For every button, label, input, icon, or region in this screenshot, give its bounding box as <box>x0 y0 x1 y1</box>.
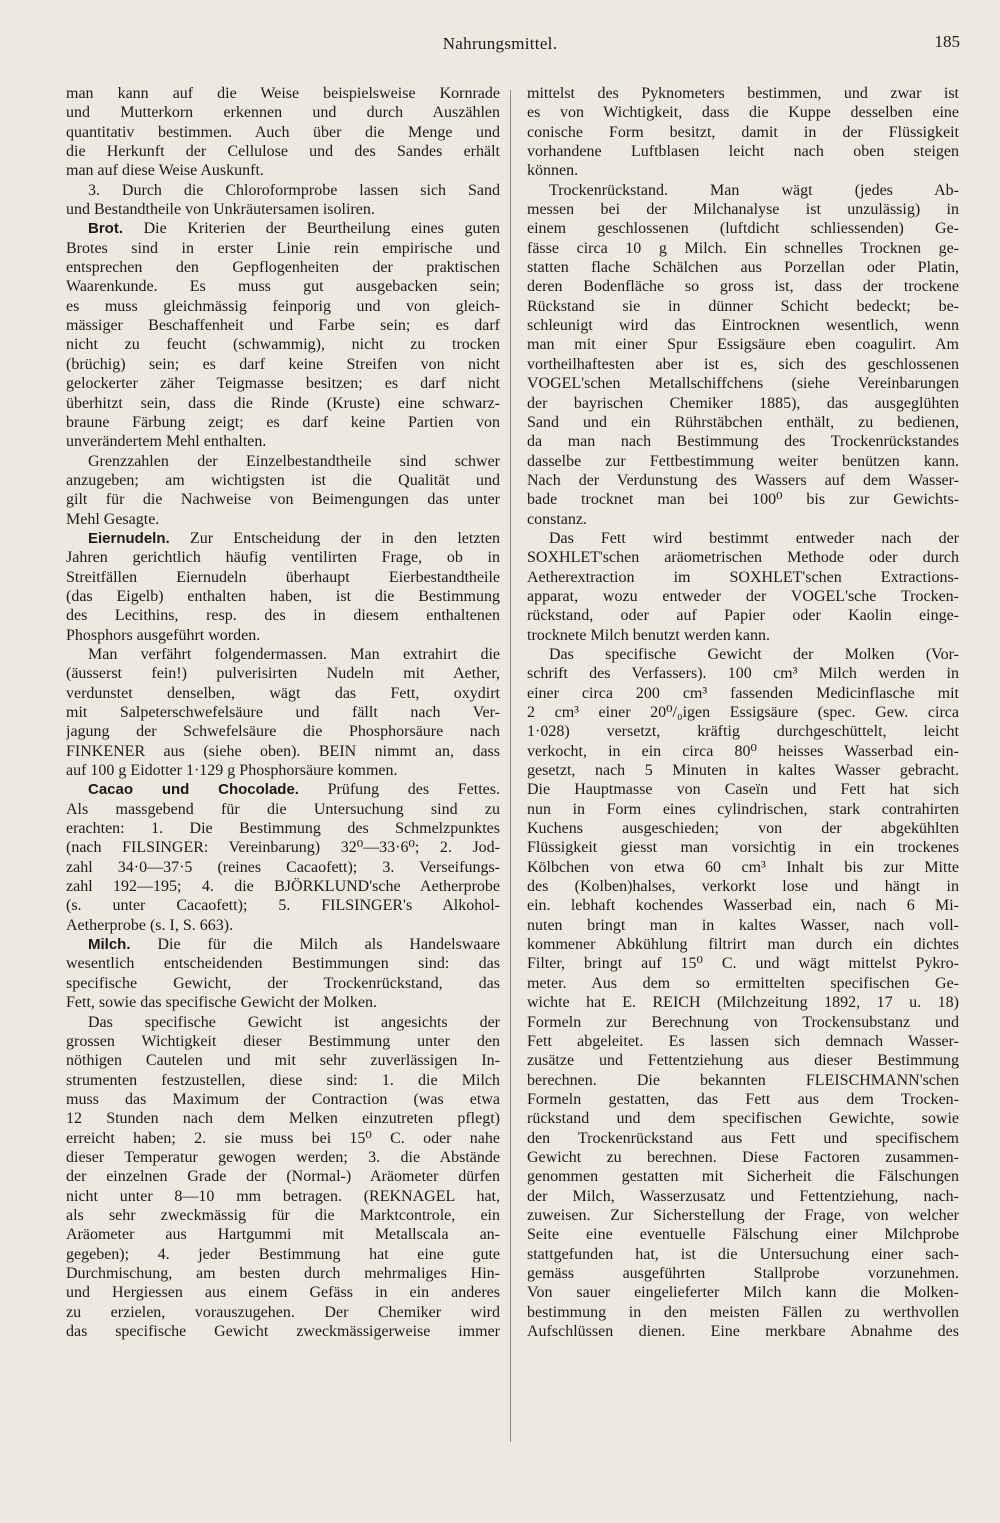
line-text: gelockerter zäher Teigmasse besitzen; es darf nicht <box>66 375 500 393</box>
text-line <box>66 490 500 509</box>
text-line <box>66 858 500 877</box>
line-text: Kuchens ausgeschieden; von der abgekühlten <box>527 820 959 838</box>
text-line <box>66 877 500 896</box>
line-text: schrift des Verfassers). 100 cm³ Milch werden in <box>527 665 959 683</box>
line-text: Phosphors ausgeführt worden. <box>66 626 261 644</box>
text-line <box>527 838 959 857</box>
text-line <box>527 722 959 741</box>
line-text: den Trockenrückstand aus Fett und specifischem <box>527 1129 959 1147</box>
line-text: es von Wichtigkeit, dass die Kuppe desselben eine <box>527 104 959 122</box>
line-text: specifische Gewicht, der Trockenrückstand, das <box>66 974 500 992</box>
text-line <box>66 1013 500 1032</box>
line-text: 3. Durch die Chloroformprobe lassen sich Sand <box>88 181 500 199</box>
column-divider <box>510 90 511 1442</box>
text-line <box>66 761 500 780</box>
line-text: 2 cm³ einer 20⁰/₀igen Essigsäure (spec. Gew. circa <box>527 704 959 721</box>
text-line <box>66 819 500 838</box>
line-text: es muss gleichmässig feinporig und von gleich- <box>66 297 500 315</box>
line-text: der Milch, Wasserzusatz und Fettentziehung, nach- <box>527 1187 959 1205</box>
line-text: muss das Maximum der Contraction (was etwa <box>66 1090 500 1108</box>
text-line <box>66 84 500 103</box>
line-text: fässe circa 10 g Milch. Ein schnelles Trocknen ge- <box>527 239 959 257</box>
line-text: Aufschlüssen dienen. Eine merkbare Abnahme des <box>527 1323 959 1340</box>
line-text: der bayrischen Chemiker 1885), das ausgeglühten <box>527 394 959 412</box>
text-line <box>527 626 959 645</box>
line-text: ein. lebhaft kochendes Wasserbad ein, nach 6 Mi- <box>527 897 959 915</box>
text-line <box>66 1090 500 1109</box>
line-text: dieser Temperatur gewogen werden; 3. die Abstände <box>66 1148 500 1166</box>
line-text: (brüchig) sein; es darf keine Streifen von nicht <box>66 355 500 373</box>
text-line <box>66 664 500 683</box>
line-text: meter. Aus dem so ermittelten specifischen Ge- <box>527 974 959 992</box>
line-text: Formeln gestatten, das Fett aus dem Trocken- <box>527 1090 959 1108</box>
line-text: Die Kriterien der Beurtheilung eines guten <box>143 220 500 238</box>
line-text: man kann auf die Weise beispielsweise Kornrade <box>66 85 500 102</box>
text-line <box>66 1303 500 1322</box>
line-text: trocknete Milch benutzt werden kann. <box>527 626 771 644</box>
text-line <box>527 954 959 973</box>
line-text: erreicht haben; 2. sie muss bei 15⁰ C. oder nahe <box>66 1129 500 1147</box>
text-line <box>527 335 959 354</box>
line-text: vortheilhaftesten aber ist es, sich des geschlossenen <box>527 355 959 373</box>
running-head: Nahrungsmittel. <box>442 34 558 53</box>
text-line <box>527 394 959 413</box>
text-line <box>527 664 959 683</box>
line-text: rückstand und dem specifischen Gewichte, sowie <box>527 1110 959 1128</box>
text-line <box>66 1129 500 1148</box>
text-line <box>66 1167 500 1186</box>
text-line <box>527 84 959 103</box>
line-text: gegeben); 4. jeder Bestimmung hat eine gute <box>66 1245 500 1263</box>
right-text-column <box>527 84 959 1341</box>
line-text: Das specifische Gewicht der Molken (Vor- <box>549 645 959 663</box>
line-text: wesentlich entscheidenden Bestimmungen sind: das <box>66 955 500 973</box>
text-line <box>527 858 959 877</box>
text-line <box>527 1148 959 1167</box>
line-text: conische Form besitzt, damit in der Flüssigkeit <box>527 123 959 141</box>
text-line <box>527 1109 959 1128</box>
line-text: vorhandene Luftblasen leicht nach oben steigen <box>527 143 959 161</box>
line-text: auf 100 g Eidotter 1·129 g Phosphorsäure kommen. <box>66 762 398 780</box>
text-line <box>527 297 959 316</box>
text-line <box>527 510 959 529</box>
text-line <box>527 452 959 471</box>
line-text: berechnen. Die bekannten FLEISCHMANN'schen <box>527 1071 959 1089</box>
line-text: Rückstand sie in dünner Schicht bedeckt; be- <box>527 297 959 315</box>
line-text: zusätze und Fettentziehung aus dieser Bestimmung <box>527 1052 959 1070</box>
text-line <box>66 1109 500 1128</box>
text-line <box>527 568 959 587</box>
text-line <box>527 1264 959 1283</box>
line-text: verdunstet denselben, wägt das Fett, oxydirt <box>66 684 500 702</box>
text-line <box>66 103 500 122</box>
text-line <box>527 413 959 432</box>
line-text: braune Färbung zeigt; es darf keine Partien von <box>66 413 500 431</box>
line-text: Die für die Milch als Handelswaare <box>157 936 500 954</box>
line-text: Das Fett wird bestimmt entweder nach der <box>549 529 959 547</box>
text-line <box>527 819 959 838</box>
text-line <box>527 742 959 761</box>
text-line <box>66 684 500 703</box>
text-line <box>66 161 500 180</box>
text-line <box>527 1032 959 1051</box>
text-line <box>527 1225 959 1244</box>
text-line <box>66 335 500 354</box>
text-line <box>527 200 959 219</box>
line-text: Grenzzahlen der Einzelbestandtheile sind schwer <box>88 452 500 470</box>
text-line <box>66 606 500 625</box>
line-text: überhitzt sein, dass die Rinde (Kruste) eine schwarz- <box>66 394 500 412</box>
line-text: Zur Entscheidung der in den letzten <box>189 529 500 547</box>
line-text: Mehl Gesagte. <box>66 510 160 528</box>
page-number: 185 <box>934 32 960 51</box>
text-line <box>66 1051 500 1070</box>
line-text: Waarenkunde. Es muss gut ausgebacken sein; <box>66 278 500 296</box>
line-text: Nach der Verdunstung des Wassers auf dem Wasser- <box>527 471 959 489</box>
line-text: mittelst des Pyknometers bestimmen, und zwar ist <box>527 85 959 102</box>
text-line <box>66 394 500 413</box>
text-line <box>66 587 500 606</box>
line-text: Als massgebend für die Untersuchung sind zu <box>66 800 500 818</box>
text-line <box>66 742 500 761</box>
line-text: des Lecithins, resp. des in diesem enthaltenen <box>66 607 500 625</box>
text-line <box>527 1206 959 1225</box>
line-text: da man nach Bestimmung des Trockenrückstandes <box>527 433 959 451</box>
text-line <box>66 200 500 219</box>
line-text: dasselbe zur Fettbestimmung weiter benützen kann. <box>527 452 959 470</box>
text-line <box>66 123 500 142</box>
line-text: zahl 34·0—37·5 (reines Cacaofett); 3. Verseifungs- <box>66 858 500 876</box>
text-line <box>66 954 500 973</box>
line-text: zu erzielen, vorauszugehen. Der Chemiker wird <box>66 1303 500 1321</box>
text-line <box>527 316 959 335</box>
text-line <box>527 1283 959 1302</box>
text-line <box>66 548 500 567</box>
line-text: Gewicht zu berechnen. Diese Factoren zusammen- <box>527 1148 959 1166</box>
line-text: messen bei der Milchanalyse ist unzulässig) in <box>527 201 959 219</box>
line-text: strumenten festzustellen, diese sind: 1. die Milch <box>66 1071 500 1089</box>
text-line <box>66 239 500 258</box>
line-text: nicht zu feucht (schwammig), nicht zu trocken <box>66 336 500 354</box>
line-text: jagung der Schwefelsäure die Phosphorsäure nach <box>66 723 500 741</box>
text-line <box>66 974 500 993</box>
text-line <box>66 432 500 451</box>
line-text: Man verfährt folgendermassen. Man extrahirt die <box>88 645 500 663</box>
line-text: Jahren gerichtlich häufig ventilirten Frage, ob in <box>66 549 500 567</box>
text-line <box>527 606 959 625</box>
text-line <box>527 1245 959 1264</box>
text-line <box>527 703 959 722</box>
line-text: Von sauer eingelieferter Milch kann die Molken- <box>527 1284 959 1302</box>
line-text: quantitativ bestimmen. Auch über die Menge und <box>66 123 500 141</box>
line-text: rückstand, oder auf Papier oder Kaolin einge- <box>527 607 959 625</box>
text-line <box>527 123 959 142</box>
line-text: (äusserst fein!) pulverisirten Nudeln mit Aether, <box>66 665 500 683</box>
text-line <box>66 1225 500 1244</box>
text-line <box>527 529 959 548</box>
line-text: nuten bringt man in kaltes Wasser, nach voll- <box>527 916 959 934</box>
text-line <box>66 935 500 954</box>
line-text: gilt für die Nachweise von Beimengungen das unter <box>66 491 500 509</box>
text-line <box>527 916 959 935</box>
section-heading: Milch. <box>88 936 131 954</box>
line-text: mässiger Beschaffenheit und Farbe sein; es darf <box>66 317 500 335</box>
line-text: apparat, wozu entweder der VOGEL'sche Trocken- <box>527 587 959 605</box>
text-line <box>66 1245 500 1264</box>
line-text: Flüssigkeit giesst man vorsichtig in ein trockenes <box>527 839 959 857</box>
line-text: Aetherprobe (s. I, S. 663). <box>66 916 234 934</box>
line-text: kommener Abkühlung filtrirt man durch ein dichtes <box>527 936 959 954</box>
line-text: wichte hat E. REICH (Milchzeitung 1892, 17 u. 18) <box>527 994 959 1012</box>
text-line <box>527 277 959 296</box>
text-line <box>66 645 500 664</box>
section-heading: Cacao und Chocolade. <box>88 781 299 799</box>
line-text: (das Eigelb) enthalten haben, ist die Bestimmung <box>66 587 500 605</box>
line-text: Sand und ein Rührstäbchen enthält, zu bedienen, <box>527 413 959 431</box>
line-text: anzugeben; am wichtigsten ist die Qualität und <box>66 471 500 489</box>
line-text: des (Kolben)halses, verkorkt lose und hängt in <box>527 878 959 896</box>
text-line <box>527 1071 959 1090</box>
text-line <box>66 1071 500 1090</box>
line-text: 1·028) versetzt, kräftig durchgeschüttelt, leicht <box>527 723 959 741</box>
text-line <box>527 761 959 780</box>
text-line <box>527 219 959 238</box>
text-line <box>66 471 500 490</box>
text-line <box>66 452 500 471</box>
text-line <box>66 916 500 935</box>
text-line <box>66 1264 500 1283</box>
line-text: Durchmischung, am besten durch mehrmaliges Hin- <box>66 1264 500 1282</box>
text-line <box>527 432 959 451</box>
text-line <box>66 219 500 238</box>
text-line <box>527 490 959 509</box>
text-line <box>66 1206 500 1225</box>
text-line <box>527 645 959 664</box>
line-text: Seite eine eventuelle Fälschung einer Milchprobe <box>527 1226 959 1244</box>
line-text: Kölbchen von etwa 60 cm³ Inhalt bis zur Mitte <box>527 858 959 876</box>
text-line <box>66 1187 500 1206</box>
text-line <box>527 780 959 799</box>
text-line <box>527 1013 959 1032</box>
text-line <box>66 1322 500 1341</box>
text-line <box>66 510 500 529</box>
line-text: und Mutterkorn erkennen und durch Auszählen <box>66 104 500 122</box>
line-text: stattgefunden hat, ist die Untersuchung einer sach- <box>527 1245 959 1263</box>
text-line <box>527 258 959 277</box>
line-text: Formeln zur Berechnung von Trockensubstanz und <box>527 1013 959 1031</box>
line-text: statten flache Schälchen aus Porzellan oder Platin, <box>527 259 959 277</box>
text-line <box>66 297 500 316</box>
text-line <box>66 838 500 857</box>
line-text: deren Bodenfläche so gross ist, dass der trockene <box>527 278 959 296</box>
line-text: können. <box>527 162 579 180</box>
line-text: und Hergiessen aus einem Gefäss in ein anderes <box>66 1284 500 1302</box>
text-line <box>527 684 959 703</box>
line-text: bestimmung in den meisten Fällen zu werthvollen <box>527 1303 959 1321</box>
line-text: entsprechen den Gepflogenheiten der praktischen <box>66 259 500 277</box>
text-line <box>527 374 959 393</box>
text-line <box>527 1051 959 1070</box>
line-text: die Herkunft der Cellulose und des Sandes erhält <box>66 143 500 161</box>
text-line <box>527 161 959 180</box>
text-line <box>66 355 500 374</box>
text-line <box>66 1283 500 1302</box>
line-text: verkocht, in ein circa 80⁰ heisses Wasserbad ein- <box>527 742 959 760</box>
line-text: nicht unter 8—10 mm betragen. (REKNAGEL hat, <box>66 1187 500 1205</box>
line-text: constanz. <box>527 510 587 528</box>
text-line <box>66 142 500 161</box>
text-line <box>66 703 500 722</box>
line-text: schleunigt wird das Eintrocknen wesentlich, wenn <box>527 317 959 335</box>
line-text: Brotes sind in erster Linie rein empirische und <box>66 239 500 257</box>
line-text: einer circa 200 cm³ fassenden Medicinflasche mit <box>527 684 959 702</box>
text-line <box>527 935 959 954</box>
line-text: nöthigen Cautelen und mit sehr zuverlässigen In- <box>66 1052 500 1070</box>
line-text: 12 Stunden nach dem Melken einzutreten pflegt) <box>66 1110 500 1128</box>
line-text: Aetherextraction im SOXHLET'schen Extractions- <box>527 568 959 586</box>
line-text: Prüfung des Fettes. <box>327 781 500 799</box>
line-text: man auf diese Weise Auskunft. <box>66 162 264 180</box>
line-text: erachten: 1. Die Bestimmung des Schmelzpunktes <box>66 820 500 838</box>
line-text: Fett abgeleitet. Es lassen sich demnach Wasser- <box>527 1032 959 1050</box>
line-text: zuweisen. Zur Sicherstellung der Frage, von welcher <box>527 1206 959 1224</box>
text-line <box>66 529 500 548</box>
line-text: Fett, sowie das specifische Gewicht der Molken. <box>66 994 378 1012</box>
text-line <box>527 1303 959 1322</box>
section-heading: Eiernudeln. <box>88 529 170 547</box>
text-line <box>66 316 500 335</box>
text-line <box>66 413 500 432</box>
line-text: Trockenrückstand. Man wägt (jedes Ab- <box>549 181 959 199</box>
text-line <box>527 1322 959 1341</box>
text-line <box>66 993 500 1012</box>
line-text: und Bestandtheile von Unkräutersamen isoliren. <box>66 201 375 219</box>
line-text: der einzelnen Grade der (Normal-) Aräometer dürfen <box>66 1168 500 1186</box>
line-text: man mit einer Spur Essigsäure eben coagulirt. Am <box>527 336 959 354</box>
line-text: bade trocknet man bei 100⁰ bis zur Gewichts- <box>527 491 959 509</box>
line-text: mit Salpeterschwefelsäure und fällt nach Ver- <box>66 704 500 721</box>
text-line <box>527 1129 959 1148</box>
text-line <box>527 1167 959 1186</box>
text-line <box>527 181 959 200</box>
text-line <box>66 1032 500 1051</box>
line-text: Aräometer aus Hartgummi mit Metallscala an- <box>66 1226 500 1244</box>
line-text: FINKENER aus (siehe oben). BEIN nimmt an, dass <box>66 742 500 760</box>
line-text: (nach FILSINGER: Vereinbarung) 32⁰—33·6⁰; 2. Jod- <box>66 839 500 857</box>
text-line <box>66 277 500 296</box>
line-text: das specifische Gewicht zweckmässigerweise immer <box>66 1323 500 1340</box>
text-line <box>66 181 500 200</box>
line-text: SOXHLET'schen aräometrischen Methode oder durch <box>527 549 959 567</box>
line-text: grossen Wichtigkeit dieser Bestimmung unter den <box>66 1032 500 1050</box>
text-line <box>66 780 500 799</box>
text-line <box>527 1090 959 1109</box>
text-line <box>527 800 959 819</box>
line-text: Die Hauptmasse von Caseïn und Fett hat sich <box>527 781 959 799</box>
text-line <box>527 877 959 896</box>
text-line <box>527 471 959 490</box>
line-text: als sehr zweckmässig für die Marktcontrole, ein <box>66 1206 500 1224</box>
text-line <box>66 1148 500 1167</box>
text-line <box>527 1187 959 1206</box>
text-line <box>527 993 959 1012</box>
text-line <box>527 896 959 915</box>
text-line <box>527 103 959 122</box>
text-line <box>66 722 500 741</box>
line-text: nun in Form eines cylindrischen, stark contrahirten <box>527 800 959 818</box>
line-text: einem geschlossenen (luftdicht schliessenden) Ge- <box>527 220 959 238</box>
text-line <box>527 355 959 374</box>
line-text: Filter, bringt auf 15⁰ C. und wägt mittelst Pykro- <box>527 955 959 973</box>
line-text: Das specifische Gewicht ist angesichts der <box>88 1013 500 1031</box>
text-line <box>527 239 959 258</box>
text-line <box>527 587 959 606</box>
line-text: Streitfällen Eiernudeln überhaupt Eierbestandtheile <box>66 568 500 586</box>
text-line <box>66 568 500 587</box>
left-text-column <box>66 84 500 1341</box>
text-line <box>66 800 500 819</box>
text-line <box>527 974 959 993</box>
text-line <box>527 548 959 567</box>
line-text: zahl 192—195; 4. die BJÖRKLUND'sche Aetherprobe <box>66 878 500 896</box>
text-line <box>527 142 959 161</box>
text-line <box>66 258 500 277</box>
text-line <box>66 896 500 915</box>
section-heading: Brot. <box>88 220 123 238</box>
text-line <box>66 374 500 393</box>
line-text: VOGEL'schen Metallschiffchens (siehe Vereinbarungen <box>527 375 959 393</box>
line-text: (s. unter Cacaofett); 5. FILSINGER's Alkohol- <box>66 897 500 915</box>
line-text: unverändertem Mehl enthalten. <box>66 433 267 451</box>
line-text: gemäss ausgeführten Stallprobe vorzunehmen. <box>527 1264 959 1282</box>
line-text: gesetzt, nach 5 Minuten in kaltes Wasser gebracht. <box>527 762 959 780</box>
text-line <box>66 626 500 645</box>
line-text: genommen gestatten mit Sicherheit die Fälschungen <box>527 1168 959 1186</box>
